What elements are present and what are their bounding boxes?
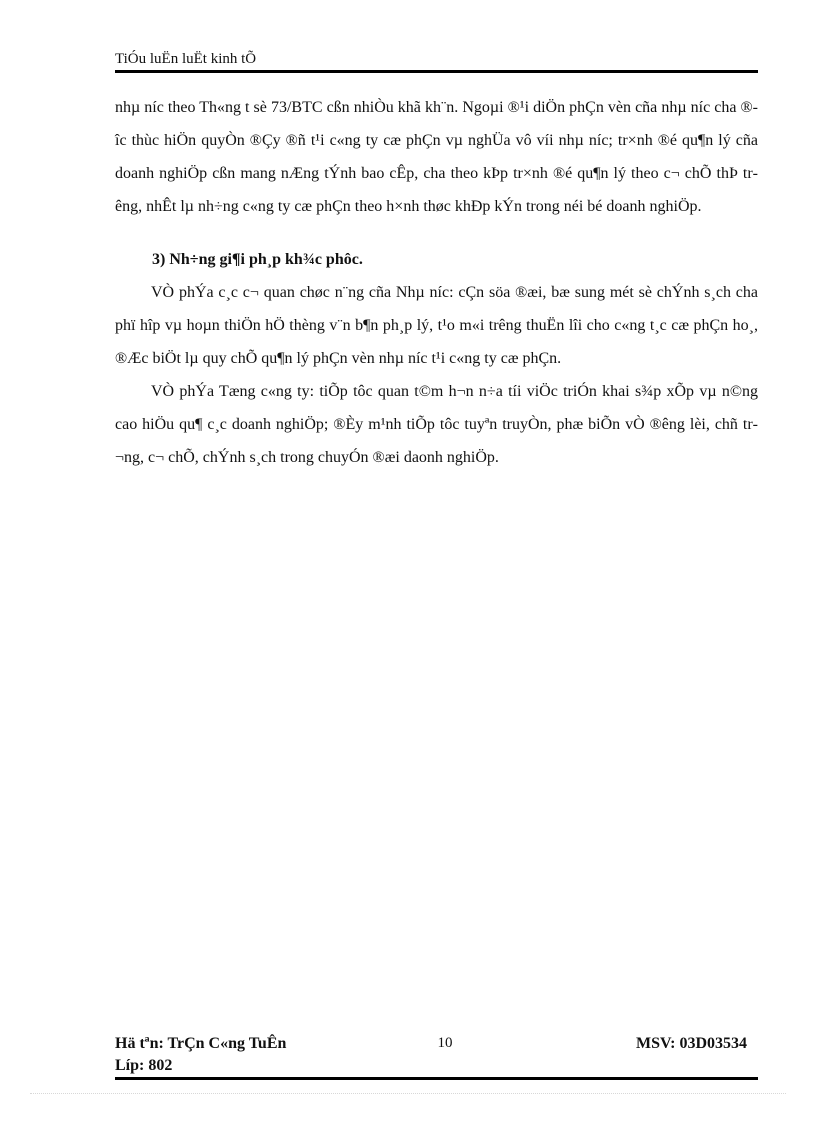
section-heading: 3) Nh÷ng gi¶i ph¸p kh¾c phôc. [152, 251, 363, 268]
page-edge-dotted-line [30, 1093, 786, 1094]
footer-author: Hä tªn: TrÇn C«ng TuÊn [115, 1035, 287, 1052]
footer-student-id: MSV: 03D03534 [636, 1035, 747, 1052]
page-number: 10 [437, 1035, 453, 1051]
header-title: TiÓu luËn luËt kinh tÕ [115, 51, 257, 67]
header-divider [115, 70, 758, 73]
paragraph-government: VÒ phÝa c¸c c¬ quan chøc n¨ng cña Nhµ níc: cÇn söa ®æi, bæ sung mét sè chÝnh s¸ch cha phï hîp vµ hoµn thiÖn hÖ thèng v¨n b¶n ph¸p lý, t¹o m«i trêng thuËn lîi cho c«ng t¸c cæ phÇn ho¸, ®Æc biÖt lµ quy chÕ qu¶n lý phÇn vèn nhµ níc t¹i c«ng ty cæ phÇn. [115, 284, 758, 367]
footer-divider [115, 1077, 758, 1080]
paragraph-corporation: VÒ phÝa Tæng c«ng ty: tiÕp tôc quan t©m h¬n n÷a tíi viÖc triÓn khai s¾p xÕp vµ n©ng cao hiÖu qu¶ c¸c doanh nghiÖp; ®Èy m¹nh tiÕp tôc tuyªn truyÒn, phæ biÕn vÒ ®êng lèi, chñ tr¬ng, c¬ chÕ, chÝnh s¸ch trong chuyÓn ®æi daonh nghiÖp. [115, 383, 758, 466]
paragraph-continuation: nhµ níc theo Th«ng t sè 73/BTC cßn nhiÒu khã kh¨n. Ngoµi ®¹i diÖn phÇn vèn cña nhµ níc cha ®îc thùc hiÖn quyÒn ®Çy ®ñ t¹i c«ng ty cæ phÇn vµ nghÜa vô víi nhµ níc; tr×nh ®é qu¶n lý cña doanh nghiÖp cßn mang nÆng tÝnh bao cÊp, cha theo kÞp tr×nh ®é qu¶n lý theo c¬ chÕ thÞ trêng, nhÊt lµ nh÷ng c«ng ty cæ phÇn theo h×nh thøc khÐp kÝn trong néi bé doanh nghiÖp. [115, 99, 758, 215]
body-text [115, 91, 758, 474]
footer-class: Líp: 802 [115, 1057, 173, 1074]
